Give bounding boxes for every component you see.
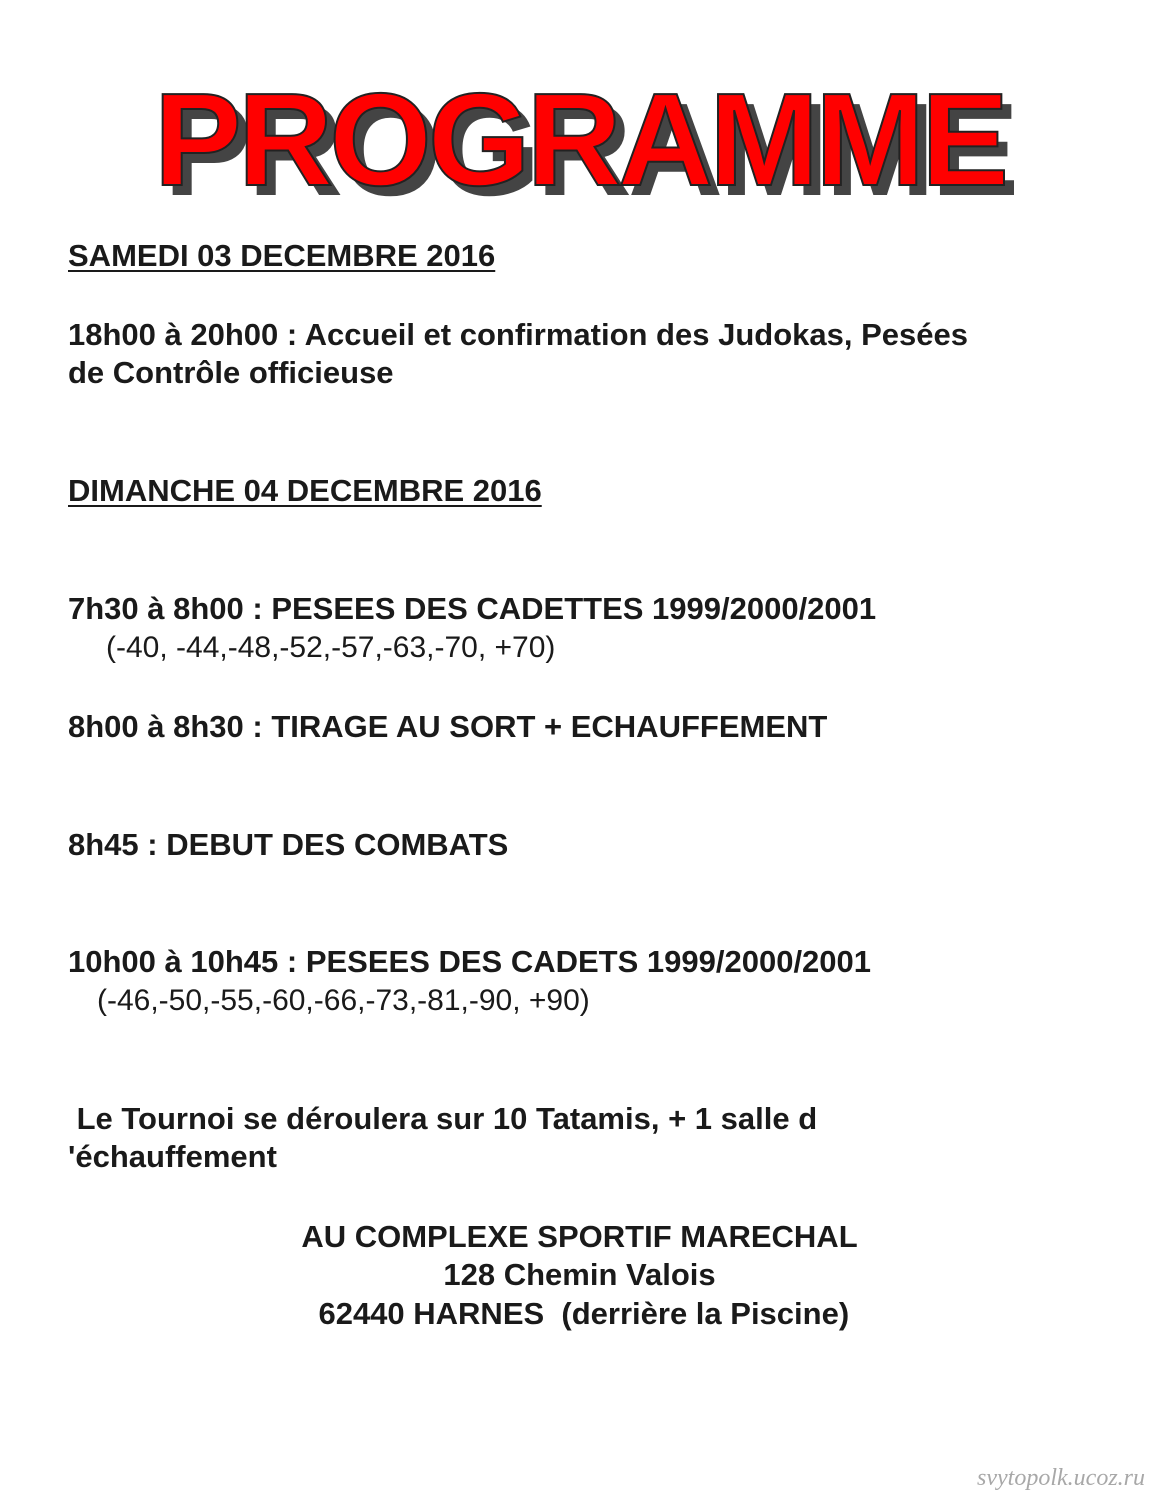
sunday-heading: DIMANCHE 04 DECEMBRE 2016 <box>68 473 542 508</box>
saturday-heading: SAMEDI 03 DECEMBRE 2016 <box>68 238 496 273</box>
sunday-item-draw-warmup: 8h00 à 8h30 : TIRAGE AU SORT + ECHAUFFEMENT <box>68 709 828 744</box>
page-title: PROGRAMME <box>153 66 1006 213</box>
tournament-info-line-2: 'échauffement <box>68 1139 277 1174</box>
sunday-item-cadets-weighin: 10h00 à 10h45 : PESEES DES CADETS 1999/2000/2001 <box>68 944 872 979</box>
venue-city: 62440 HARNES (derrière la Piscine) <box>309 1296 850 1331</box>
sunday-item-combats-start: 8h45 : DEBUT DES COMBATS <box>68 827 509 862</box>
sunday-item-cadets-weights: (-46,-50,-55,-60,-66,-73,-81,-90, +90) <box>97 984 590 1017</box>
saturday-schedule-line-1: 18h00 à 20h00 : Accueil et confirmation des Judokas, Pesées <box>68 317 968 352</box>
saturday-schedule-line-2: de Contrôle officieuse <box>68 355 394 390</box>
venue-street: 128 Chemin Valois <box>443 1257 716 1292</box>
tournament-info-line-1: Le Tournoi se déroulera sur 10 Tatamis, + 1 salle d <box>68 1101 818 1136</box>
venue-name: AU COMPLEXE SPORTIF MARECHAL <box>301 1219 858 1254</box>
sunday-item-cadettes-weights: (-40, -44,-48,-52,-57,-63,-70, +70) <box>106 631 556 664</box>
sunday-item-cadettes-weighin: 7h30 à 8h00 : PESEES DES CADETTES 1999/2000/2001 <box>68 591 877 626</box>
watermark: svytopolk.ucoz.ru <box>977 1465 1145 1491</box>
